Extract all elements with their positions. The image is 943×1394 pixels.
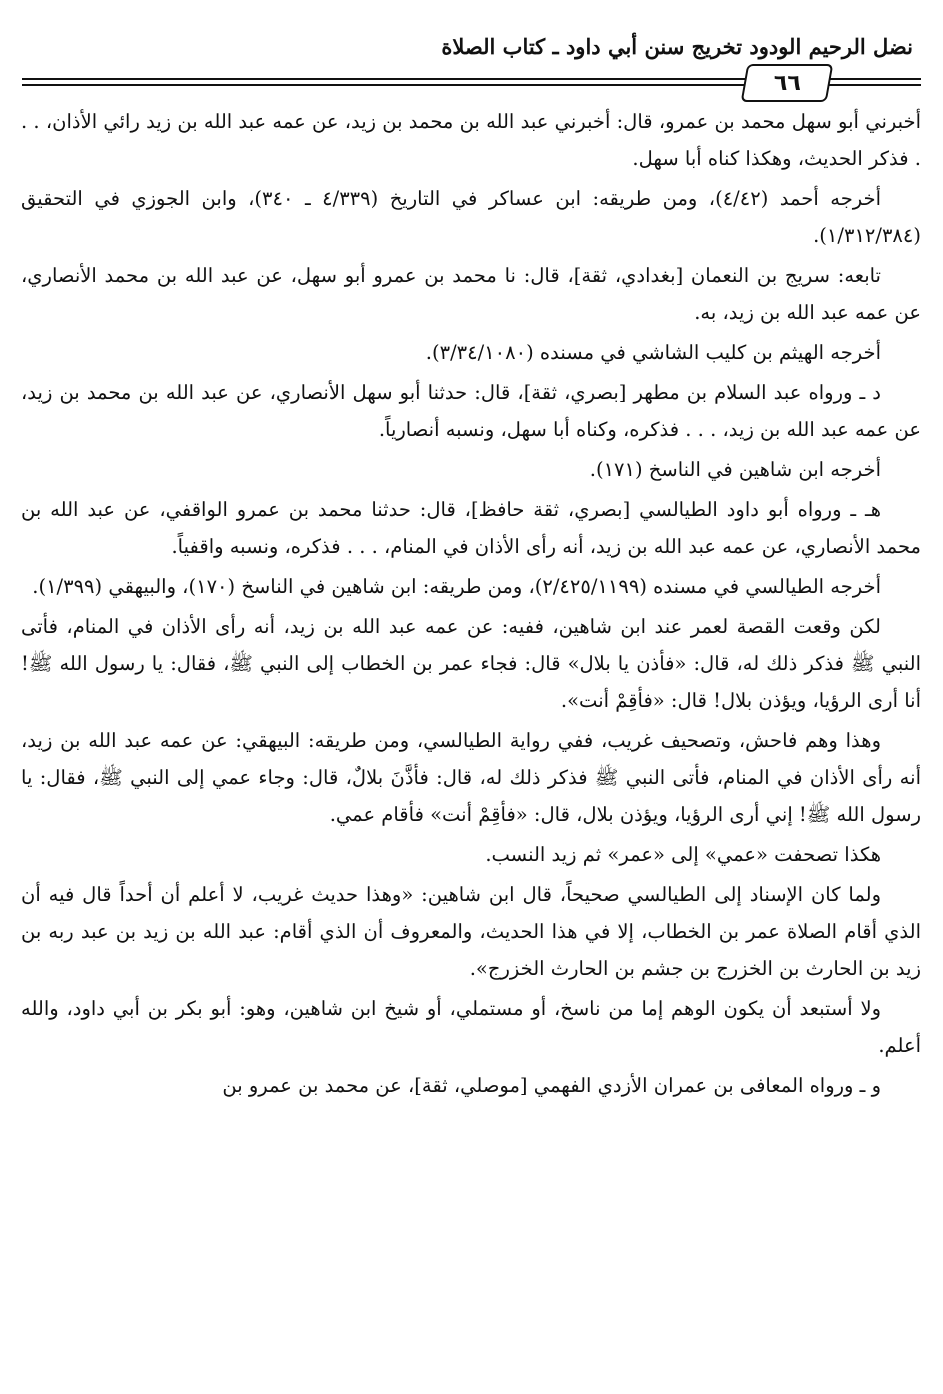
- paragraph: تابعه: سريج بن النعمان [بغدادي، ثقة]، قال: نا محمد بن عمرو أبو سهل، عن عبد الله بن محمد الأنصاري، عن عمه عبد الله بن زيد، به.: [21, 264, 921, 324]
- header-rule: [22, 64, 921, 104]
- body-text: [21, 103, 921, 1107]
- page-number-badge: [741, 64, 834, 102]
- paragraph: أخبرني أبو سهل محمد بن عمرو، قال: أخبرني عبد الله بن محمد بن زيد، عن عمه عبد الله بن زيد رائي الأذان، . . . فذكر الحديث، وهكذا كناه أبا سهل.: [21, 110, 921, 170]
- paragraph: ولا أستبعد أن يكون الوهم إما من ناسخ، أو مستملي، أو شيخ ابن شاهين، وهو: أبو بكر بن أبي داود، والله أعلم.: [21, 997, 921, 1057]
- page-header: [22, 30, 921, 108]
- paragraph: وهذا وهم فاحش، وتصحيف غريب، ففي رواية الطيالسي، ومن طريقه: البيهقي: عن عمه عبد الله بن زيد، أنه رأى الأذان في المنام، فأتى النبي ﷺ فذكر ذلك له، قال: فأذَّنَ بلالٌ، قال: وجاء عمي إلى النبي ﷺ، فقال: يا رسول الله ﷺ! إني أرى الرؤيا، ويؤذن بلال، قال: «فأقِمْ أنت» فأقام عمي.: [21, 729, 921, 826]
- paragraph: د ـ ورواه عبد السلام بن مطهر [بصري، ثقة]، قال: حدثنا أبو سهل الأنصاري، عن عبد الله بن محمد بن زيد، عن عمه عبد الله بن زيد، . . . فذكره، وكناه أبا سهل، ونسبه أنصارياً.: [21, 381, 921, 441]
- paragraph: أخرجه الهيثم بن كليب الشاشي في مسنده (٣/٣٤/١٠٨٠).: [425, 341, 881, 364]
- page-number: ٦٦: [773, 70, 801, 96]
- running-title: نضل الرحيم الودود تخريج سنن أبي داود ـ كتاب الصلاة: [441, 34, 913, 59]
- paragraph: و ـ ورواه المعافى بن عمران الأزدي الفهمي [موصلي، ثقة]، عن محمد بن عمرو بن: [222, 1074, 881, 1097]
- paragraph: ولما كان الإسناد إلى الطيالسي صحيحاً، قال ابن شاهين: «وهذا حديث غريب، لا أعلم أن أحداً قال فيه أن الذي أقام الصلاة عمر بن الخطاب، إلا في هذا الحديث، والمعروف أن الذي أقام: عبد الله بن زيد بن عبد ربه بن زيد بن الحارث بن الخزرج بن جشم بن الحارث الخزرج».: [21, 883, 921, 980]
- paragraph: هكذا تصحفت «عمي» إلى «عمر» ثم زيد النسب.: [485, 843, 881, 866]
- paragraph: أخرجه أحمد (٤/٤٢)، ومن طريقه: ابن عساكر في التاريخ (٤/٣٣٩ ـ ٣٤٠)، وابن الجوزي في التحقيق (١/٣١٢/٣٨٤).: [21, 187, 921, 247]
- paragraph: أخرجه الطيالسي في مسنده (٢/٤٢٥/١١٩٩)، ومن طريقه: ابن شاهين في الناسخ (١٧٠)، والبيهقي (١/٣٩٩).: [32, 575, 881, 598]
- paragraph: هـ ـ ورواه أبو داود الطيالسي [بصري، ثقة حافظ]، قال: حدثنا محمد بن عمرو الواقفي، عن عبد الله بن محمد الأنصاري، عن عمه عبد الله بن زيد، أنه رأى الأذان في المنام، . . . فذكره، ونسبه واقفياً.: [21, 498, 921, 558]
- paragraph: أخرجه ابن شاهين في الناسخ (١٧١).: [589, 458, 881, 481]
- paragraph: لكن وقعت القصة لعمر عند ابن شاهين، ففيه: عن عمه عبد الله بن زيد، أنه رأى الأذان في المنام، فأتى النبي ﷺ فذكر ذلك له، قال: «فأذن يا بلال» قال: فجاء عمر بن الخطاب إلى النبي ﷺ، فقال: يا رسول الله ﷺ! أنا أرى الرؤيا، ويؤذن بلال! قال: «فأقِمْ أنت».: [21, 615, 921, 712]
